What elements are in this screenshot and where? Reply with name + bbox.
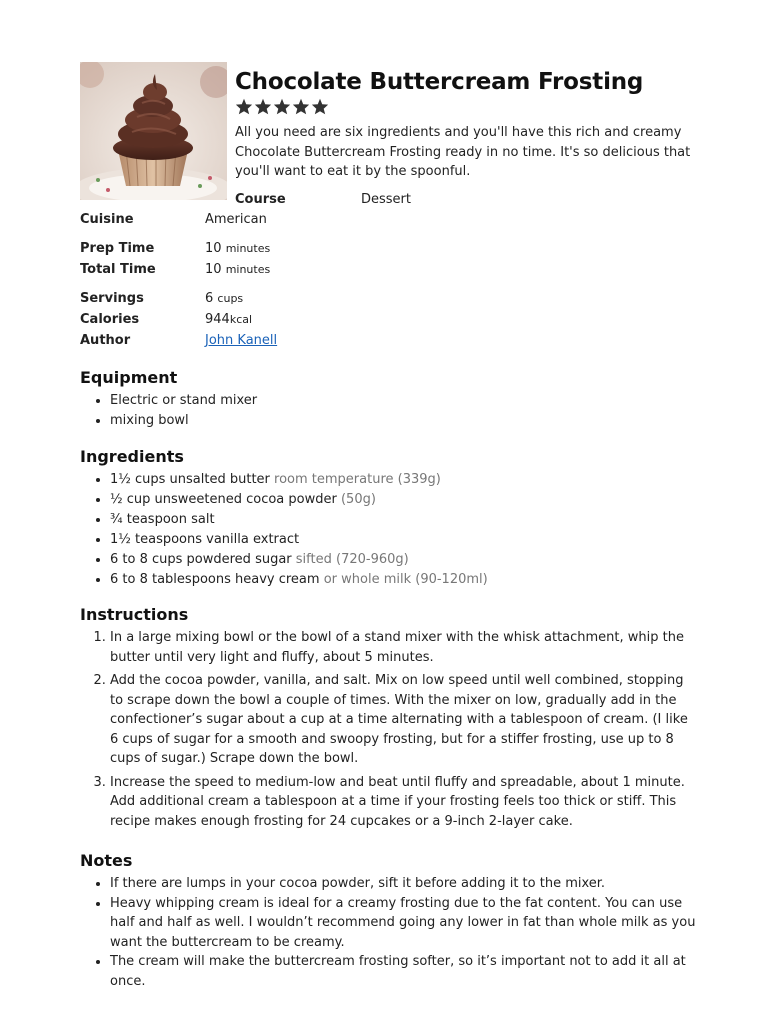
- meta-total-time: [80, 262, 480, 283]
- ingredient-text: 6 to 8 tablespoons heavy cream: [110, 572, 320, 587]
- instruction-step: 3. Increase the speed to medium-low and beat until fluffy and spreadable, about 1 minute. Add additional cream a tablespoon at a time if your frosting feels too thick or stiff. This recipe makes enough frosting for 24 cupcakes or a 9-inch 2-layer cake.: [110, 773, 700, 832]
- meta-servings: [80, 291, 480, 312]
- notes-list: [80, 874, 700, 991]
- ingredient-note: room temperature (339g): [274, 472, 441, 487]
- meta-label: Author: [80, 333, 131, 348]
- meta-value: 10: [205, 241, 222, 256]
- star-icon[interactable]: [273, 98, 291, 115]
- ingredient-text: 6 to 8 cups powdered sugar: [110, 552, 292, 567]
- section-heading: Instructions: [80, 605, 189, 624]
- section-heading: Equipment: [80, 368, 178, 387]
- list-item: • If there are lumps in your cocoa powder, sift it before adding it to the mixer.: [110, 874, 700, 894]
- star-icon[interactable]: [311, 98, 329, 115]
- author-link[interactable]: John Kanell: [205, 333, 278, 348]
- recipe-meta: [80, 212, 480, 354]
- ingredient-text: ¾ teaspoon salt: [110, 512, 215, 527]
- meta-value: 6: [205, 291, 214, 306]
- ingredient-note: (50g): [340, 492, 376, 507]
- meta-value: Dessert: [361, 192, 411, 207]
- star-icon[interactable]: [292, 98, 310, 115]
- list-item: • Heavy whipping cream is ideal for a creamy frosting due to the fat content. You can use half and half as well. I wouldn’t recommend going any lower in fat than whole milk as you want the buttercream to be creamy.: [110, 894, 700, 953]
- meta-unit: minutes: [225, 242, 271, 255]
- ingredients-list: [80, 470, 700, 590]
- recipe-photo: [80, 62, 227, 200]
- meta-label: Total Time: [80, 262, 156, 277]
- section-heading: Ingredients: [80, 447, 184, 466]
- list-item: [110, 550, 700, 570]
- meta-label: Prep Time: [80, 241, 155, 256]
- recipe-header: [235, 62, 695, 182]
- meta-value: 944: [205, 312, 230, 327]
- list-item: [110, 490, 700, 510]
- list-item: [110, 470, 700, 490]
- ingredient-note: or whole milk (90-120ml): [323, 572, 488, 587]
- ingredients-section: [80, 447, 700, 590]
- instructions-section: [80, 605, 700, 835]
- meta-prep-time: [80, 241, 480, 262]
- list-item: [110, 530, 700, 550]
- ingredient-text: ½ cup unsweetened cocoa powder: [110, 492, 337, 507]
- equipment-list: [80, 391, 700, 431]
- recipe-title: Chocolate Buttercream Frosting: [235, 69, 644, 95]
- ingredient-text: 1½ cups unsalted butter: [110, 472, 270, 487]
- meta-calories: [80, 312, 480, 333]
- instruction-step: 1. In a large mixing bowl or the bowl of a stand mixer with the whisk attachment, whip the butter until very light and fluffy, about 5 minutes.: [110, 628, 700, 667]
- meta-label: Course: [235, 192, 286, 207]
- meta-unit: minutes: [225, 263, 271, 276]
- cupcake-photo: [80, 62, 227, 200]
- star-icon[interactable]: [254, 98, 272, 115]
- meta-value: American: [205, 212, 267, 227]
- list-item: • Electric or stand mixer: [110, 391, 700, 411]
- list-item: [110, 510, 700, 530]
- meta-unit: cups: [217, 292, 244, 305]
- ingredient-note: sifted (720-960g): [295, 552, 409, 567]
- list-item: • The cream will make the buttercream frosting softer, so it’s important not to add it all at once.: [110, 952, 700, 991]
- meta-author: [80, 333, 480, 354]
- meta-label: Calories: [80, 312, 140, 327]
- star-icon[interactable]: [235, 98, 253, 115]
- ingredient-text: 1½ teaspoons vanilla extract: [110, 532, 300, 547]
- recipe-summary: All you need are six ingredients and you'll have this rich and creamy Chocolate Buttercream Frosting ready in no time. It's so delicious that you'll want to eat it by the spoonful.: [235, 125, 691, 179]
- section-heading: Notes: [80, 851, 133, 870]
- instruction-step: 2. Add the cocoa powder, vanilla, and salt. Mix on low speed until well combined, stopping to scrape down the bowl a couple of times. With the mixer on low, gradually add in the confectioner’s sugar about a cup at a time alternating with a tablespoon of cream. (I like 6 cups of sugar for a smooth and swoopy frosting, but for a stiffer frosting, use up to 8 cups of sugar.) Scrape down the bowl.: [110, 671, 700, 769]
- list-item: • mixing bowl: [110, 411, 700, 431]
- instructions-list: [80, 628, 700, 831]
- meta-cuisine: [80, 212, 480, 233]
- list-item: [110, 570, 700, 590]
- notes-section: [80, 851, 700, 991]
- rating-stars[interactable]: [235, 98, 695, 116]
- meta-label: Cuisine: [80, 212, 134, 227]
- meta-label: Servings: [80, 291, 144, 306]
- meta-value: 10: [205, 262, 222, 277]
- equipment-section: [80, 368, 700, 431]
- meta-unit: kcal: [229, 313, 253, 326]
